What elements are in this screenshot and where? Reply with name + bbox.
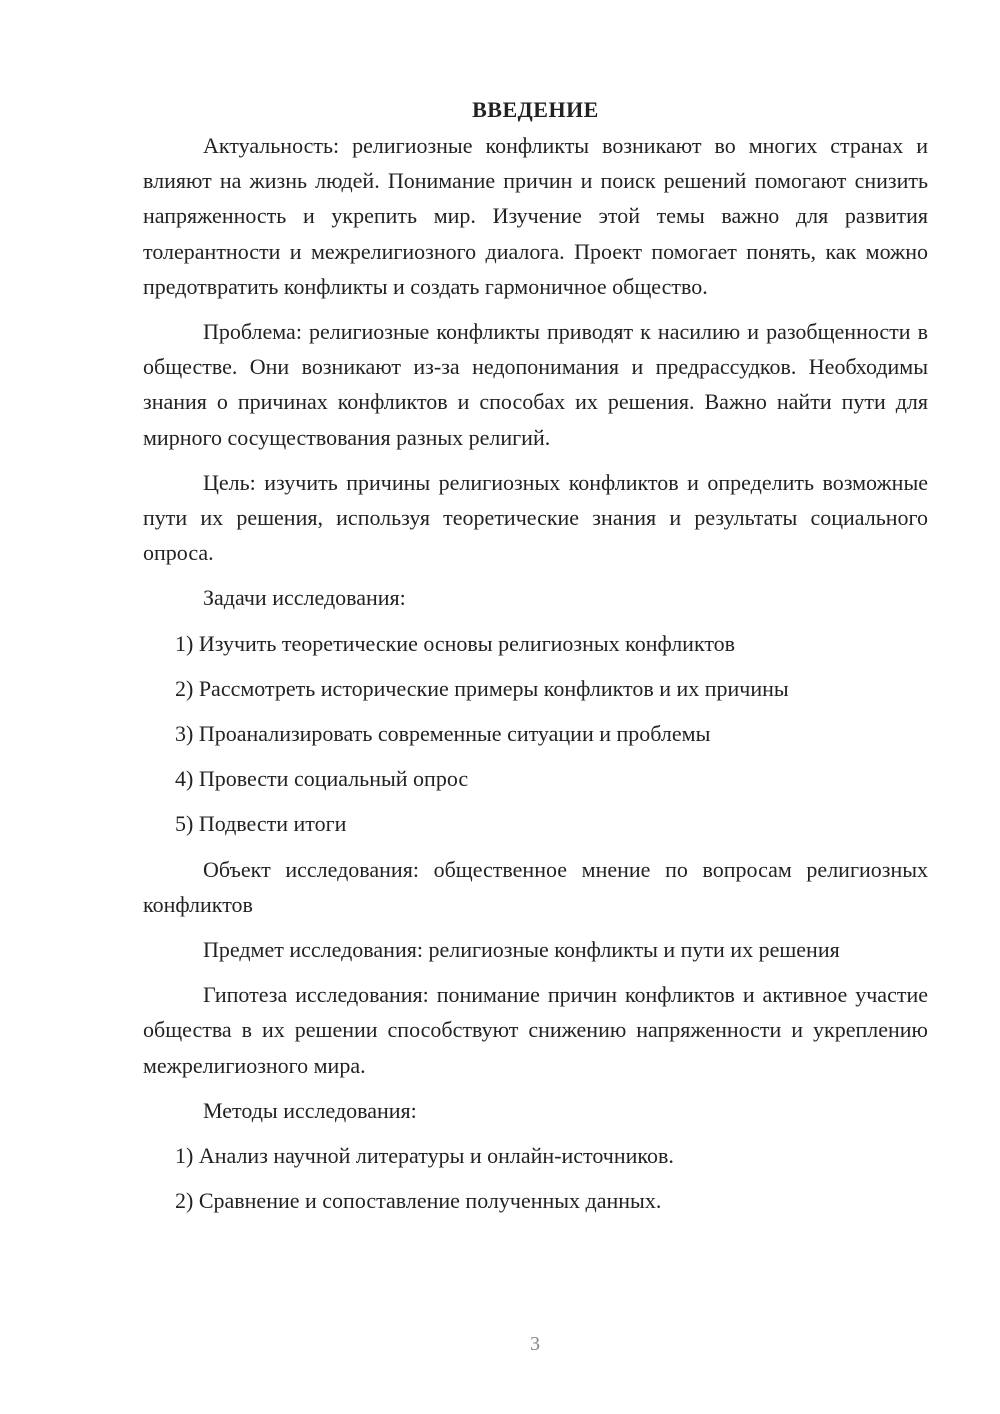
tasks-heading: Задачи исследования: bbox=[203, 585, 406, 611]
goal-paragraph: Цель: изучить причины религиозных конфликтов и определить возможные пути их решения, используя теоретические знания и результаты социального опроса. bbox=[143, 469, 928, 566]
task-item: 2) Рассмотреть исторические примеры конфликтов и их причины bbox=[175, 675, 789, 701]
section-title: ВВЕДЕНИЕ bbox=[472, 97, 599, 122]
relevance-paragraph: Актуальность: религиозные конфликты возникают во многих странах и влияют на жизнь людей. Понимание причин и поиск решений помогают снизить напряженность и укрепить мир. Изучение этой темы важно для развития толерантности и межрелигиозного диалога. Проект помогает понять, как можно предотвратить конфликты и создать гармоничное общество. bbox=[143, 133, 928, 299]
task-item: 3) Проанализировать современные ситуации и проблемы bbox=[175, 721, 711, 747]
method-item: 2) Сравнение и сопоставление полученных данных. bbox=[175, 1188, 662, 1214]
page-number: 3 bbox=[530, 1333, 540, 1355]
page-content bbox=[143, 92, 928, 1228]
task-item: 4) Провести социальный опрос bbox=[175, 766, 469, 792]
methods-heading: Методы исследования: bbox=[203, 1097, 417, 1123]
problem-paragraph: Проблема: религиозные конфликты приводят к насилию и разобщенности в обществе. Они возникают из-за недопонимания и предрассудков. Необходимы знания о причинах конфликтов и способах их решения. Важно найти пути для мирного сосуществования разных религий. bbox=[143, 319, 928, 450]
method-item: 1) Анализ научной литературы и онлайн-источников. bbox=[175, 1143, 674, 1169]
object-paragraph: Объект исследования: общественное мнение по вопросам религиозных конфликтов bbox=[143, 856, 928, 917]
task-item: 1) Изучить теоретические основы религиозных конфликтов bbox=[175, 630, 736, 656]
hypothesis-paragraph: Гипотеза исследования: понимание причин конфликтов и активное участие общества в их решении способствуют снижению напряженности и укреплению межрелигиозного мира. bbox=[143, 982, 928, 1078]
subject-paragraph: Предмет исследования: религиозные конфликты и пути их решения bbox=[203, 937, 840, 963]
task-item: 5) Подвести итоги bbox=[175, 811, 347, 837]
